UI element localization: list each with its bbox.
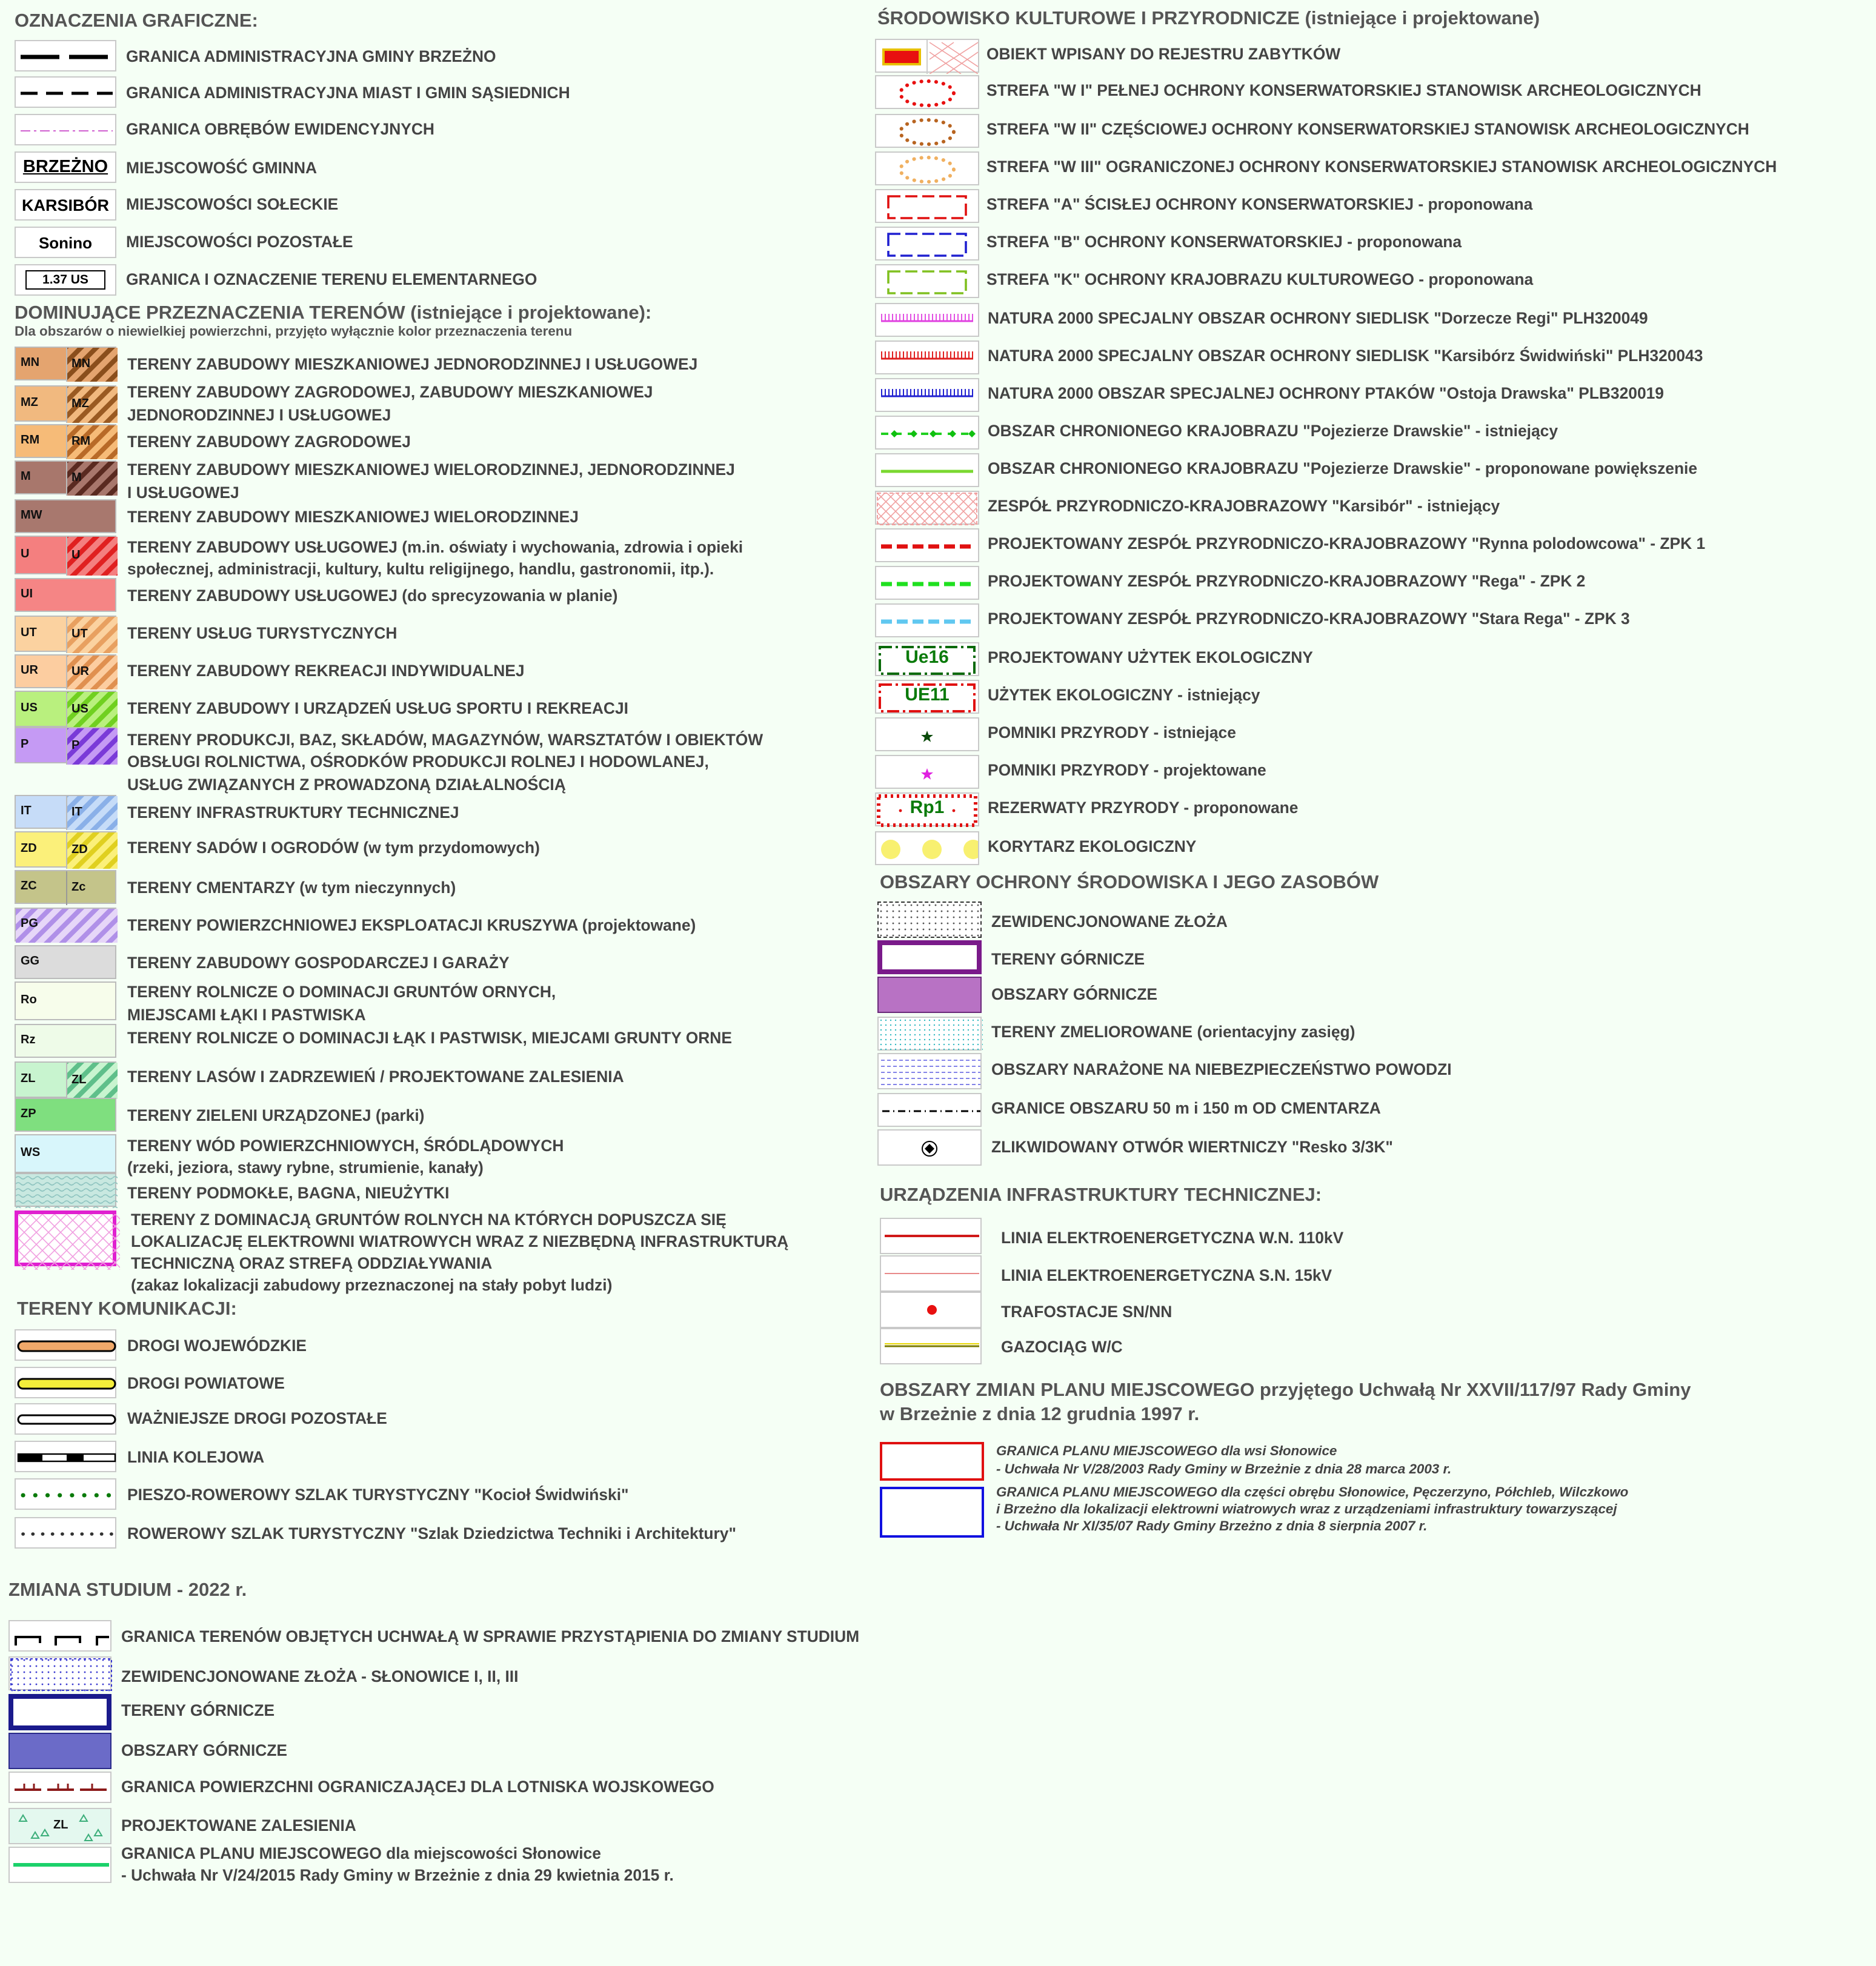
land-use-code-alt: ZD [72, 843, 88, 857]
legend-label: TERENY LASÓW I ZADRZEWIEŃ / PROJEKTOWANE ZALESIENIA [127, 1068, 624, 1086]
bike-trail-symbol [15, 1517, 116, 1549]
culture-symbol [875, 491, 979, 525]
land-use-code: PG [21, 917, 38, 931]
legend-label: TERENY PODMOKŁE, BAGNA, NIEUŻYTKI [127, 1184, 450, 1202]
legend-label: PROJEKTOWANY ZESPÓŁ PRZYRODNICZO-KRAJOBRAZOWY "Stara Rega" - ZPK 3 [988, 609, 1630, 628]
land-use-code: ZP [21, 1108, 36, 1121]
legend-label: TERENY GÓRNICZE [121, 1701, 275, 1719]
legend-label: STREFA "A" ŚCISŁEJ OCHRONY KONSERWATORSKIEJ - proponowana [986, 195, 1533, 213]
legend-label: POMNIKI PRZYRODY - projektowane [988, 761, 1266, 779]
culture-symbol [875, 792, 979, 826]
land-use-code-alt: Zc [72, 881, 86, 894]
legend-label: OBSZAR CHRONIONEGO KRAJOBRAZU "Pojezierze Drawskie" - proponowane powiększenie [988, 459, 1698, 477]
legend-label: OBSŁUGI ROLNICTWA, OŚRODKÓW PRODUKCJI ROLNEJ I HODOWLANEJ, [127, 752, 709, 771]
transformer-symbol [880, 1292, 982, 1328]
legend-label: TERENY ZABUDOWY I URZĄDZEŃ USŁUG SPORTU I REKREACJI [127, 699, 628, 717]
culture-symbol [875, 528, 979, 562]
planned-afforestation-symbol [8, 1808, 111, 1844]
legend-label: TERENY GÓRNICZE [991, 950, 1145, 968]
legend-label: TERENY Z DOMINACJĄ GRUNTÓW ROLNYCH NA KTÓRYCH DOPUSZCZA SIĘ [131, 1210, 727, 1229]
legend-label: - Uchwała Nr XI/35/07 Rady Gminy Brzeżno z dnia 8 sierpnia 2007 r. [996, 1519, 1428, 1534]
land-use-code: UT [21, 626, 37, 640]
legend-label: ZEWIDENCJONOWANE ZŁOŻA - SŁONOWICE I, II, III [121, 1667, 519, 1685]
legend-label: REZERWATY PRZYRODY - proponowane [988, 799, 1299, 817]
land-use-swatch [15, 536, 116, 574]
culture-symbol-code: Ue16 [905, 647, 949, 668]
legend-label: MIEJSCOWOŚCI POZOSTAŁE [126, 233, 353, 251]
culture-symbol [875, 264, 979, 298]
legend-label: OBSZARY GÓRNICZE [991, 985, 1158, 1003]
other-road-symbol [15, 1403, 116, 1435]
land-use-swatch [15, 424, 116, 458]
culture-symbol [875, 189, 979, 223]
land-use-swatch [15, 908, 116, 941]
legend-label: LINIA ELEKTROENERGETYCZNA W.N. 110kV [1001, 1229, 1344, 1247]
culture-symbol [875, 717, 979, 751]
culture-symbol [875, 831, 979, 865]
land-use-note: Dla obszarów o niewielkiej powierzchni, przyjęto wyłącznie kolor przeznaczenia terenu [15, 325, 573, 339]
legend-label: NATURA 2000 SPECJALNY OBSZAR OCHRONY SIEDLISK "Karsibórz Świdwiński" PLH320043 [988, 347, 1703, 365]
legend-label: STREFA "W I" PEŁNEJ OCHRONY KONSERWATORSKIEJ STANOWISK ARCHEOLOGICZNYCH [986, 81, 1701, 99]
brzezno-symbol-text: BRZEŻNO [22, 158, 108, 177]
borehole-symbol [877, 1129, 982, 1166]
section-heading-transport: TERENY KOMUNIKACJI: [17, 1299, 237, 1320]
land-use-swatch [15, 499, 116, 533]
legend-label: STREFA "K" OCHRONY KRAJOBRAZU KULTUROWEGO - proponowana [986, 270, 1534, 288]
land-use-code-alt: MN [72, 357, 91, 371]
section-heading-protection: OBSZARY OCHRONY ŚRODOWISKA I JEGO ZASOBÓW [880, 872, 1379, 893]
legend-label: GAZOCIĄG W/C [1001, 1338, 1123, 1356]
culture-symbol [875, 340, 979, 374]
legend-label: TERENY ZIELENI URZĄDZONEJ (parki) [127, 1106, 425, 1124]
mining-terrain-2022-symbol [8, 1694, 111, 1730]
section-heading-culture: ŚRODOWISKO KULTUROWE I PRZYRODNICZE (istniejące i projektowane) [877, 8, 1540, 29]
land-use-code: MW [21, 509, 42, 522]
legend-label: GRANICA TERENÓW OBJĘTYCH UCHWAŁĄ W SPRAWIE PRZYSTĄPIENIA DO ZMIANY STUDIUM [121, 1627, 860, 1646]
land-use-code: MZ [21, 396, 38, 410]
legend-label: i Brzeżno dla lokalizacji elektrowni wiatrowych wraz z urządzeniami infrastruktury towarzyszącej [996, 1503, 1617, 1517]
legend-label: społecznej, administracji, kultury, kultu religijnego, handlu, gastronomii, itp.). [127, 560, 714, 578]
culture-symbol [875, 39, 979, 73]
culture-symbol [875, 416, 979, 450]
karsibor-symbol-text: KARSIBÓR [21, 196, 109, 214]
legend-label: LOKALIZACJĘ ELEKTROWNI WIATROWYCH WRAZ Z NIEZBĘDNĄ INFRASTRUKTURĄ [131, 1232, 789, 1250]
land-use-swatch [15, 1134, 116, 1173]
deposits-symbol [877, 902, 982, 938]
culture-symbol [875, 227, 979, 261]
legend-label: PROJEKTOWANY ZESPÓŁ PRZYRODNICZO-KRAJOBRAZOWY "Rega" - ZPK 2 [988, 572, 1586, 590]
mining-area-2022-symbol [8, 1733, 111, 1769]
legend-label: OBSZARY GÓRNICZE [121, 1741, 288, 1759]
culture-symbol [875, 642, 979, 676]
land-use-code: Ro [21, 994, 37, 1007]
land-use-code-alt: UR [72, 665, 89, 679]
land-use-code: RM [21, 434, 40, 447]
legend-label: TERENY INFRASTRUKTURY TECHNICZNEJ [127, 803, 459, 822]
slonowice-deposits-symbol [8, 1656, 111, 1690]
land-use-code: US [21, 702, 38, 715]
legend-label: (rzeki, jeziora, stawy rybne, strumienie, kanały) [127, 1158, 484, 1177]
legend-label: ZESPÓŁ PRZYRODNICZO-KRAJOBRAZOWY "Karsibór" - istniejący [988, 497, 1500, 515]
solectwo-symbol [15, 189, 116, 221]
legend-label: JEDNORODZINNEJ I USŁUGOWEJ [127, 406, 391, 424]
legend-label: TERENY ZABUDOWY ZAGRODOWEJ, ZABUDOWY MIESZKANIOWEJ [127, 383, 653, 401]
legend-label: NATURA 2000 OBSZAR SPECJALNEJ OCHRONY PTAKÓW "Ostoja Drawska" PLB320019 [988, 384, 1664, 402]
legend-label: DROGI WOJEWÓDZKIE [127, 1337, 307, 1355]
hv-line-symbol [880, 1218, 982, 1254]
legend-label: KORYTARZ EKOLOGICZNY [988, 837, 1197, 855]
legend-label: GRANICA OBRĘBÓW EWIDENCYJNYCH [126, 120, 434, 138]
legend-label: TERENY SADÓW I OGRODÓW (w tym przydomowych) [127, 839, 540, 857]
legend-label: GRANICA POWIERZCHNI OGRANICZAJĄCEJ DLA LOTNISKA WOJSKOWEGO [121, 1778, 714, 1796]
unit-symbol-box: 1.37 US [25, 270, 105, 290]
land-use-swatch [15, 1098, 116, 1132]
legend-label: STREFA "W II" CZĘŚCIOWEJ OCHRONY KONSERWATORSKIEJ STANOWISK ARCHEOLOGICZNYCH [986, 120, 1749, 138]
precinct-boundary-symbol [15, 114, 116, 145]
section-heading-infra: URZĄDZENIA INFRASTRUKTURY TECHNICZNEJ: [880, 1185, 1322, 1206]
land-use-code: P [21, 738, 29, 751]
land-use-swatch [15, 945, 116, 979]
land-use-code: WS [21, 1146, 41, 1160]
legend-label: NATURA 2000 SPECJALNY OBSZAR OCHRONY SIEDLISK "Dorzecze Regi" PLH320049 [988, 309, 1648, 327]
legend-label: TERENY ZABUDOWY ZAGRODOWEJ [127, 433, 411, 451]
land-use-swatch [15, 1061, 116, 1098]
plan-boundary-slonowice-symbol [880, 1442, 984, 1481]
culture-symbol-code: Rp1 [910, 797, 945, 818]
land-use-swatch [15, 578, 116, 612]
legend-label: TERENY WÓD POWIERZCHNIOWYCH, ŚRÓDLĄDOWYCH [127, 1137, 564, 1155]
land-use-swatch [15, 1173, 116, 1207]
legend-label: LINIA ELEKTROENERGETYCZNA S.N. 15kV [1001, 1266, 1332, 1284]
legend-label: MIEJSCOWOŚĆ GMINNA [126, 159, 318, 177]
mining-terrain-symbol [877, 940, 982, 974]
legend-label: TECHNICZNĄ ORAZ STREFĄ ODDZIAŁYWANIA [131, 1254, 493, 1272]
legend-label: TERENY ZABUDOWY MIESZKANIOWEJ JEDNORODZINNEJ I USŁUGOWEJ [127, 355, 698, 373]
land-use-code-alt: MZ [72, 397, 89, 411]
legend-label: OBSZARY NARAŻONE NA NIEBEZPIECZEŃSTWO POWODZI [991, 1060, 1452, 1078]
mv-line-symbol [880, 1255, 982, 1292]
legend-label: PROJEKTOWANY ZESPÓŁ PRZYRODNICZO-KRAJOBRAZOWY "Rynna polodowcowa" - ZPK 1 [988, 534, 1706, 553]
land-use-code: U [21, 548, 30, 561]
elementary-unit-symbol [15, 264, 116, 296]
legend-label: PROJEKTOWANE ZALESIENIA [121, 1816, 356, 1835]
land-use-code-alt: UT [72, 628, 88, 641]
municipality-boundary-symbol [15, 40, 116, 71]
legend-label: OBSZAR CHRONIONEGO KRAJOBRAZU "Pojezierze Drawskie" - istniejący [988, 422, 1558, 440]
other-locality-symbol [15, 227, 116, 258]
legend-label: GRANICA I OZNACZENIE TERENU ELEMENTARNEGO [126, 270, 537, 288]
legend-label: GRANICA ADMINISTRACYJNA MIAST I GMIN SĄSIEDNICH [126, 84, 570, 102]
land-use-code: ZC [21, 880, 37, 893]
mining-area-symbol [877, 977, 982, 1013]
legend-label: - Uchwała Nr V/24/2015 Rady Gminy w Brzeżnie z dnia 29 kwietnia 2015 r. [121, 1866, 674, 1884]
cemetery-buffer-symbol [877, 1093, 982, 1127]
legend-label: TERENY CMENTARZY (w tym nieczynnych) [127, 878, 456, 897]
land-use-swatch [15, 385, 116, 422]
legend-label: PROJEKTOWANY UŻYTEK EKOLOGICZNY [988, 648, 1313, 666]
legend-label: GRANICA ADMINISTRACYJNA GMINY BRZEŻNO [126, 47, 496, 65]
legend-label: TERENY ZABUDOWY USŁUGOWEJ (do sprecyzowania w planie) [127, 586, 618, 605]
legend-label: GRANICE OBSZARU 50 m i 150 m OD CMENTARZA [991, 1099, 1381, 1117]
legend-label: TERENY USŁUG TURYSTYCZNYCH [127, 624, 397, 642]
legend-label: ZEWIDENCJONOWANE ZŁOŻA [991, 912, 1228, 931]
culture-symbol [875, 378, 979, 412]
land-use-code: Rz [21, 1034, 36, 1047]
legend-label: TRAFOSTACJE SN/NN [1001, 1303, 1172, 1321]
culture-symbol-code: UE11 [905, 685, 950, 705]
land-use-code-alt: IT [72, 806, 82, 819]
gmina-seat-symbol [15, 151, 116, 183]
flood-risk-symbol [877, 1053, 982, 1089]
legend-label: TERENY ROLNICZE O DOMINACJI ŁĄK I PASTWISK, MIEJCAMI GRUNTY ORNE [127, 1029, 732, 1047]
legend-label: TERENY PRODUKCJI, BAZ, SKŁADÓW, MAGAZYNÓW, WARSZTATÓW I OBIEKTÓW [127, 731, 763, 749]
legend-label: DROGI POWIATOWE [127, 1374, 285, 1392]
land-use-code: IT [21, 805, 32, 818]
railway-symbol [15, 1441, 116, 1472]
legend-label: TERENY ZABUDOWY USŁUGOWEJ (m.in. oświaty i wychowania, zdrowia i opieki [127, 538, 743, 556]
land-use-code-alt: U [72, 549, 81, 562]
land-use-code: ZD [21, 842, 37, 855]
legend-label: TERENY ROLNICZE O DOMINACJI GRUNTÓW ORNYCH, [127, 983, 556, 1001]
legend-label: MIEJSCAMI ŁĄKI I PASTWISKA [127, 1006, 366, 1024]
zl-code: ZL [53, 1819, 68, 1832]
legend-label: GRANICA PLANU MIEJSCOWEGO dla wsi Słonowice [996, 1444, 1337, 1459]
land-use-code: MN [21, 356, 40, 370]
land-use-swatch [15, 831, 116, 868]
land-use-swatch [15, 654, 116, 688]
legend-label: (zakaz lokalizacji zabudowy przeznaczonej na stały pobyt ludzi) [131, 1276, 613, 1294]
legend-label: USŁUG ZWIĄZANYCH Z PROWADZONĄ DZIAŁALNOŚCIĄ [127, 775, 566, 794]
culture-symbol [875, 75, 979, 109]
culture-symbol [875, 303, 979, 337]
legend-label: WAŻNIEJSZE DROGI POZOSTAŁE [127, 1409, 387, 1427]
neighbour-boundary-symbol [15, 76, 116, 108]
culture-symbol [875, 453, 979, 487]
land-use-code-alt: P [72, 739, 80, 752]
section-heading-land-use: DOMINUJĄCE PRZEZNACZENIA TERENÓW (istniejące i projektowane): [15, 303, 652, 324]
land-use-swatch [15, 616, 116, 652]
land-use-code-alt: RM [72, 435, 91, 448]
land-use-code-alt: ZL [72, 1074, 87, 1087]
airfield-limit-symbol [8, 1772, 111, 1803]
culture-symbol [875, 151, 979, 185]
land-use-code: M [21, 470, 31, 483]
section-heading-plan-changes-2: w Brzeżnie z dnia 12 grudnia 1997 r. [880, 1404, 1200, 1425]
culture-symbol [875, 566, 979, 600]
hiking-trail-symbol [15, 1478, 116, 1510]
section-heading-plan-changes: OBSZARY ZMIAN PLANU MIEJSCOWEGO przyjętego Uchwałą Nr XXVII/117/97 Rady Gminy [880, 1380, 1691, 1401]
land-use-swatch [15, 1210, 116, 1266]
plan-boundary-wind-symbol [880, 1487, 984, 1538]
legend-label: TERENY ZABUDOWY REKREACJI INDYWIDUALNEJ [127, 662, 525, 680]
legend-label: GRANICA PLANU MIEJSCOWEGO dla miejscowości Słonowice [121, 1844, 601, 1862]
legend-label: LINIA KOLEJOWA [127, 1448, 265, 1466]
legend-label: TERENY ZMELIOROWANE (orientacyjny zasięg) [991, 1023, 1355, 1041]
legend-label: POMNIKI PRZYRODY - istniejące [988, 723, 1236, 742]
land-use-code: GG [21, 955, 40, 968]
legend-label: GRANICA PLANU MIEJSCOWEGO dla części obrębu Słonowice, Pęczerzyno, Półchleb, Wilczkowo [996, 1486, 1629, 1500]
legend-label: UŻYTEK EKOLOGICZNY - istniejący [988, 686, 1260, 704]
legend-label: ROWEROWY SZLAK TURYSTYCZNY "Szlak Dziedzictwa Techniki i Architektury" [127, 1524, 736, 1543]
land-use-swatch [15, 1024, 116, 1058]
study-change-boundary-symbol [8, 1620, 111, 1652]
legend-label: - Uchwała Nr V/28/2003 Rady Gminy w Brzeżnie z dnia 28 marca 2003 r. [996, 1463, 1452, 1477]
legend-label: MIEJSCOWOŚCI SOŁECKIE [126, 195, 339, 213]
voivodeship-road-symbol [15, 1329, 116, 1361]
slonowice-plan-boundary-symbol [8, 1847, 111, 1883]
land-use-code-alt: US [72, 703, 88, 716]
legend-label: ZLIKWIDOWANY OTWÓR WIERTNICZY "Resko 3/3K" [991, 1138, 1393, 1156]
gas-pipeline-symbol [880, 1328, 982, 1364]
land-use-swatch [15, 795, 116, 829]
land-use-code-alt: M [72, 471, 82, 485]
land-use-swatch [15, 460, 116, 494]
legend-label: STREFA "B" OCHRONY KONSERWATORSKIEJ - proponowana [986, 233, 1462, 251]
legend-label: STREFA "W III" OGRANICZONEJ OCHRONY KONSERWATORSKIEJ STANOWISK ARCHEOLOGICZNYCH [986, 158, 1777, 176]
land-use-swatch [15, 870, 116, 904]
legend-label: PIESZO-ROWEROWY SZLAK TURYSTYCZNY "Kocioł Świdwiński" [127, 1486, 629, 1504]
culture-symbol [875, 603, 979, 637]
meliorated-symbol [877, 1017, 982, 1051]
sonino-symbol-text: Sonino [38, 233, 93, 251]
land-use-code: UR [21, 664, 38, 677]
county-road-symbol [15, 1367, 116, 1398]
culture-symbol [875, 114, 979, 148]
legend-label: I USŁUGOWEJ [127, 483, 239, 502]
legend-label: OBIEKT WPISANY DO REJESTRU ZABYTKÓW [986, 45, 1341, 63]
land-use-code: UI [21, 588, 33, 601]
land-use-swatch [15, 691, 116, 727]
culture-symbol [875, 755, 979, 789]
section-heading-change: ZMIANA STUDIUM - 2022 r. [8, 1580, 247, 1601]
culture-symbol [875, 680, 979, 714]
legend-label: TERENY POWIERZCHNIOWEJ EKSPLOATACJI KRUSZYWA (projektowane) [127, 916, 696, 934]
legend-label: TERENY ZABUDOWY GOSPODARCZEJ I GARAŻY [127, 954, 510, 972]
legend-label: TERENY ZABUDOWY MIESZKANIOWEJ WIELORODZINNEJ, JEDNORODZINNEJ [127, 460, 735, 479]
land-use-swatch [15, 981, 116, 1020]
section-heading-graphic: OZNACZENIA GRAFICZNE: [15, 11, 258, 32]
land-use-swatch [15, 727, 116, 763]
legend-label: TERENY ZABUDOWY MIESZKANIOWEJ WIELORODZINNEJ [127, 508, 579, 526]
land-use-swatch [15, 347, 116, 380]
land-use-code: ZL [21, 1072, 36, 1086]
